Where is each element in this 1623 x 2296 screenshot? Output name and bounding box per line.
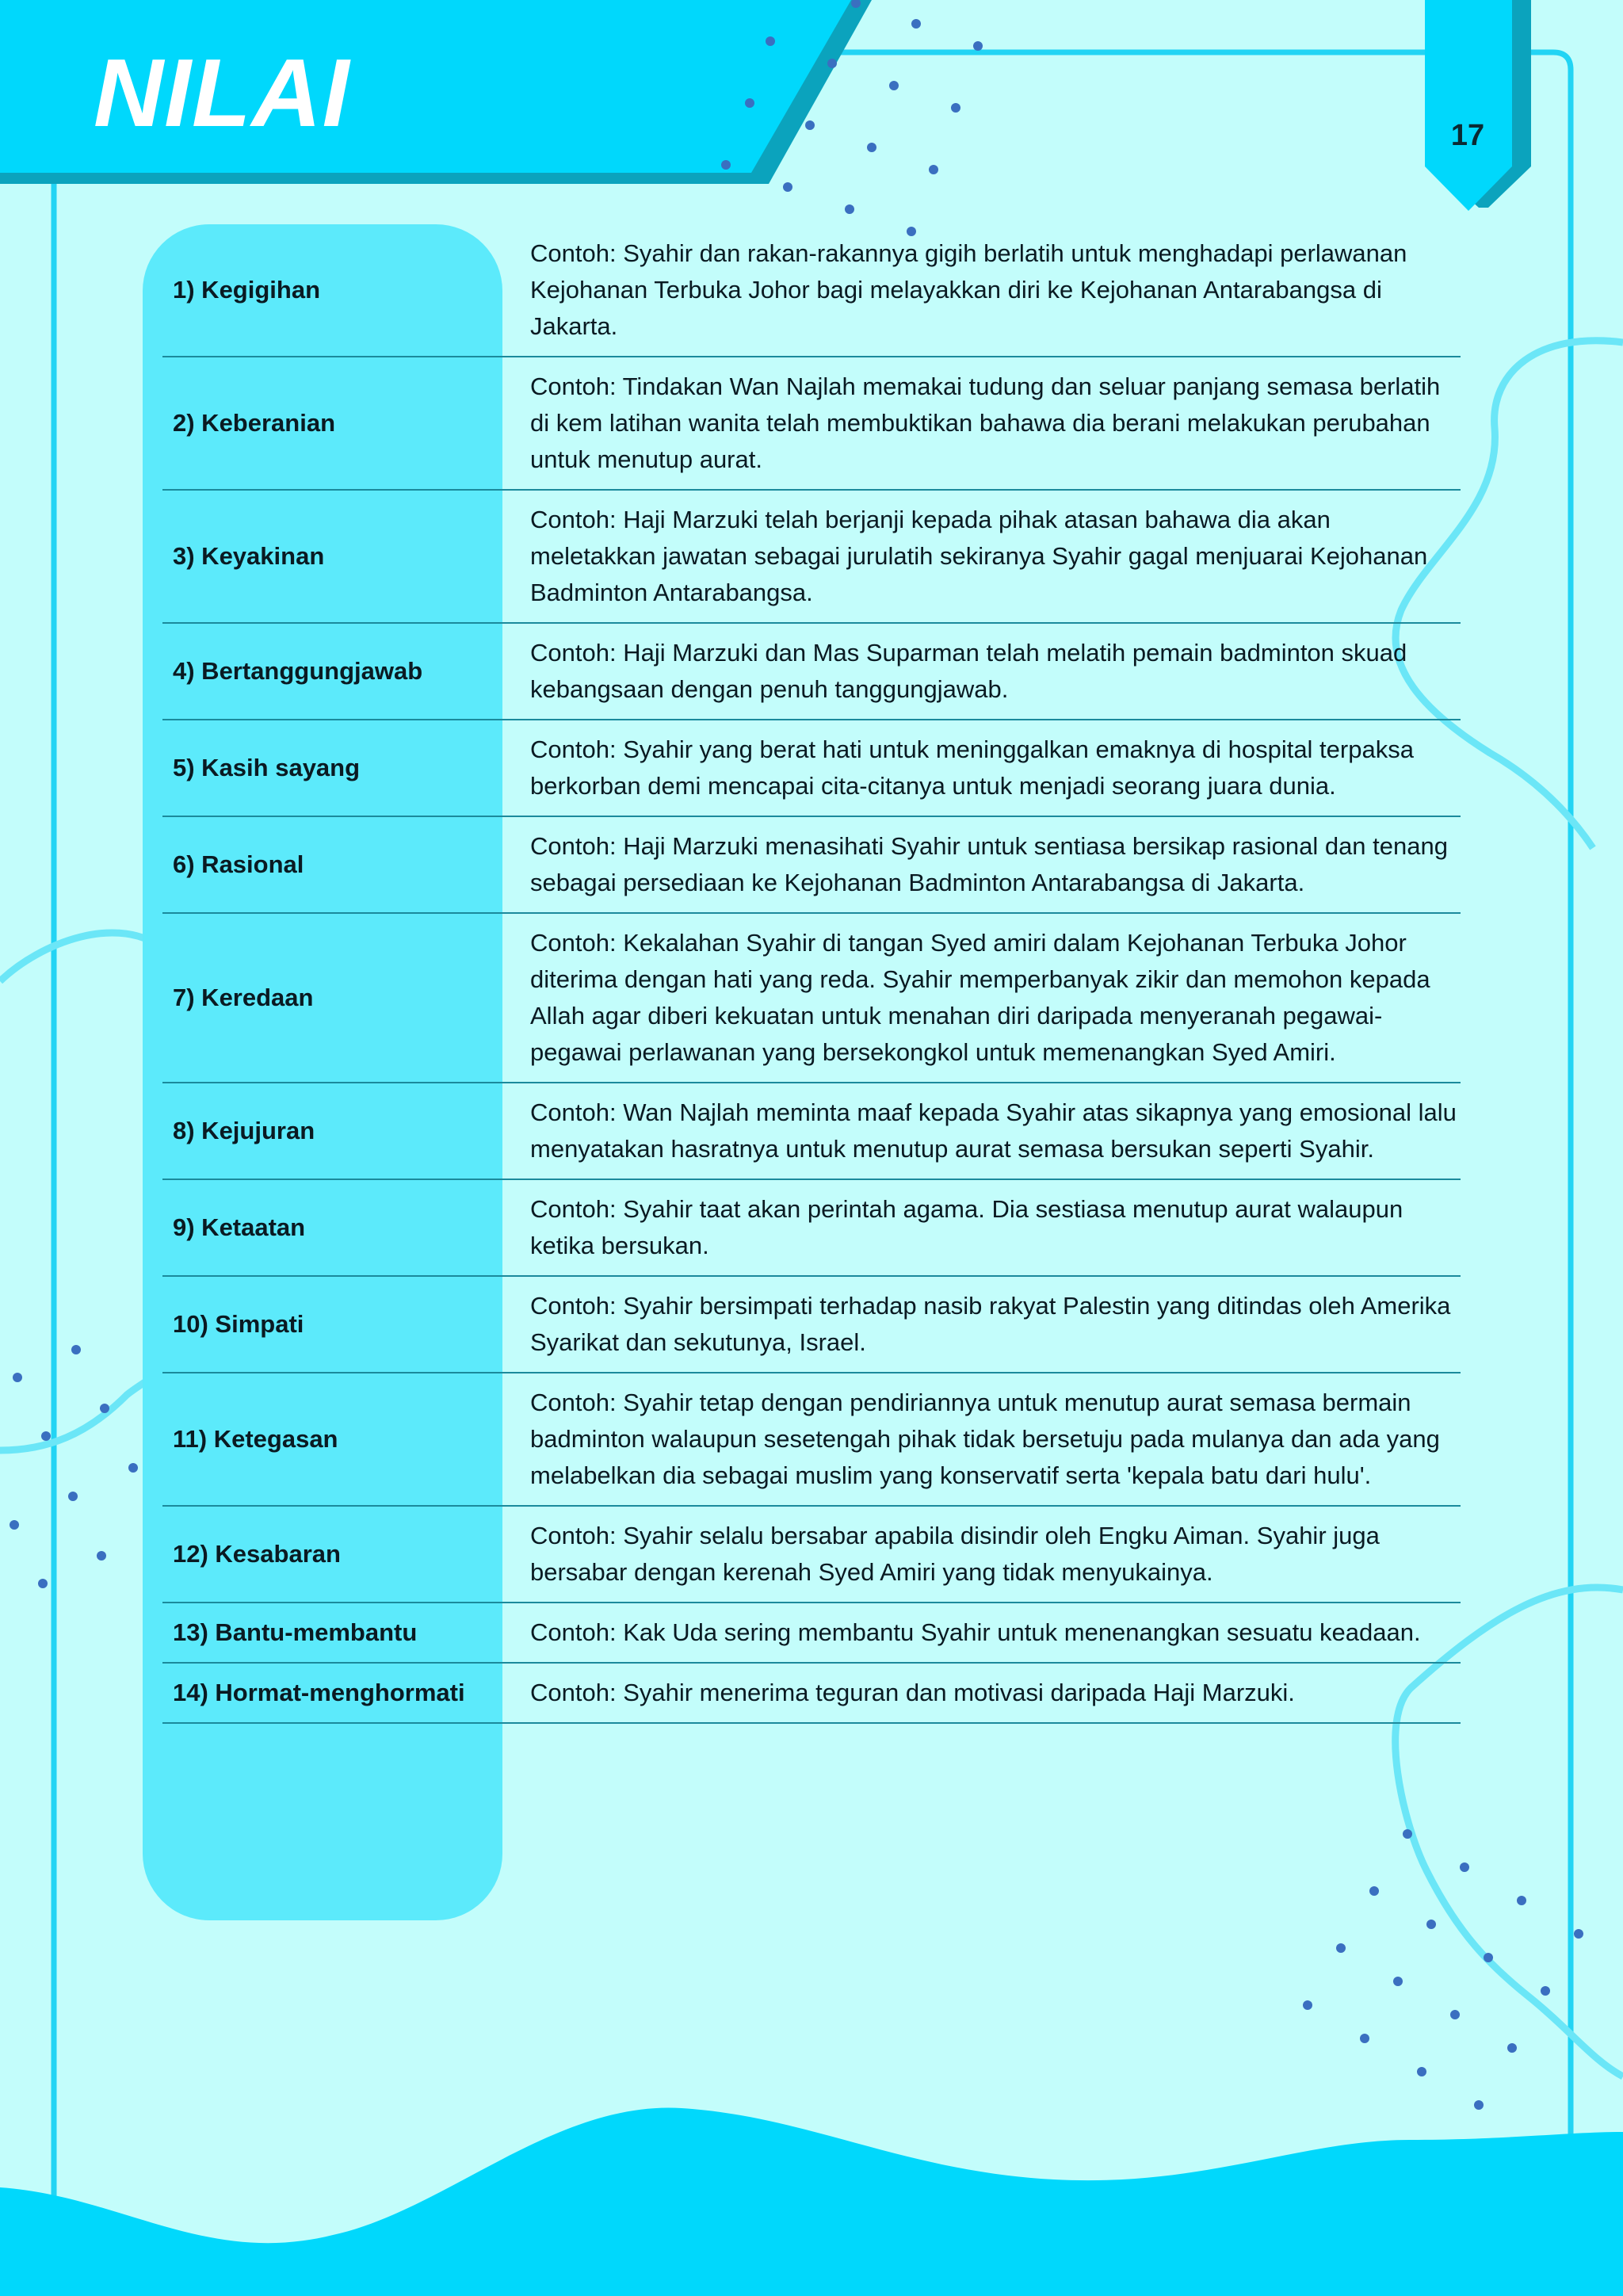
value-example: Contoh: Syahir menerima teguran dan motivasi daripada Haji Marzuki. [510,1663,1461,1723]
value-example: Contoh: Kak Uda sering membantu Syahir untuk menenangkan sesuatu keadaan. [510,1603,1461,1663]
table-row [162,1373,1461,1506]
value-example: Contoh: Haji Marzuki dan Mas Suparman telah melatih pemain badminton skuad kebangsaan dengan penuh tanggungjawab. [510,623,1461,720]
table-row [162,357,1461,490]
value-example: Contoh: Syahir dan rakan-rakannya gigih berlatih untuk menghadapi perlawanan Kejohanan Terbuka Johor bagi melayakkan diri ke Kejohanan Antarabangsa di Jakarta. [510,224,1461,357]
value-label: 14) Hormat-menghormati [162,1663,510,1723]
value-example: Contoh: Wan Najlah meminta maaf kepada Syahir atas sikapnya yang emosional lalu menyatakan hasratnya untuk menutup aurat semasa bersukan seperti Syahir. [510,1083,1461,1179]
values-table [162,224,1461,1724]
table-row [162,490,1461,623]
value-label: 12) Kesabaran [162,1506,510,1603]
table-row [162,1663,1461,1723]
value-label: 8) Kejujuran [162,1083,510,1179]
value-example: Contoh: Syahir taat akan perintah agama. Dia sestiasa menutup aurat walaupun ketika bersukan. [510,1179,1461,1276]
page-title: NILAI [94,39,350,147]
value-label: 2) Keberanian [162,357,510,490]
value-label: 9) Ketaatan [162,1179,510,1276]
table-row [162,1179,1461,1276]
values-table-container [162,224,1461,1724]
value-example: Contoh: Syahir selalu bersabar apabila disindir oleh Engku Aiman. Syahir juga bersabar dengan kerenah Syed Amiri yang tidak menyukainya. [510,1506,1461,1603]
table-row [162,1603,1461,1663]
value-label: 11) Ketegasan [162,1373,510,1506]
value-example: Contoh: Syahir yang berat hati untuk meninggalkan emaknya di hospital terpaksa berkorban demi mencapai cita-citanya untuk menjadi seorang juara dunia. [510,720,1461,816]
dot-cluster-bottom-right [1303,1829,1583,2110]
value-example: Contoh: Tindakan Wan Najlah memakai tudung dan seluar panjang semasa berlatih di kem latihan wanita telah membuktikan bahawa dia berani melakukan perubahan untuk menutup aurat. [510,357,1461,490]
table-row [162,1083,1461,1179]
value-label: 6) Rasional [162,816,510,913]
value-example: Contoh: Kekalahan Syahir di tangan Syed amiri dalam Kejohanan Terbuka Johor diterima dengan hati yang reda. Syahir memperbanyak zikir dan memohon kepada Allah agar diberi kekuatan untuk menahan diri daripada menyeranah pegawai-pegawai perlawanan yang bersekongkol untuk memenangkan Syed Amiri. [510,913,1461,1083]
value-label: 4) Bertanggungjawab [162,623,510,720]
value-example: Contoh: Haji Marzuki menasihati Syahir untuk sentiasa bersikap rasional dan tenang sebagai persediaan ke Kejohanan Badminton Antarabangsa di Jakarta. [510,816,1461,913]
table-row [162,720,1461,816]
table-row [162,816,1461,913]
value-label: 1) Kegigihan [162,224,510,357]
value-label: 5) Kasih sayang [162,720,510,816]
value-example: Contoh: Syahir bersimpati terhadap nasib rakyat Palestin yang ditindas oleh Amerika Syarikat dan sekutunya, Israel. [510,1276,1461,1373]
table-row [162,623,1461,720]
value-label: 13) Bantu-membantu [162,1603,510,1663]
table-row [162,913,1461,1083]
bottom-wave [0,2107,1623,2296]
value-example: Contoh: Syahir tetap dengan pendiriannya untuk menutup aurat semasa bermain badminton walaupun sesetengah pihak tidak bersetuju pada mulanya dan ada yang melabelkan dia sebagai muslim yang konservatif serta 'kepala batu dari hulu'. [510,1373,1461,1506]
table-row [162,224,1461,357]
value-label: 7) Keredaan [162,913,510,1083]
table-row [162,1276,1461,1373]
value-label: 3) Keyakinan [162,490,510,623]
bookmark [1425,0,1512,211]
page-number: 17 [1450,119,1485,152]
value-label: 10) Simpati [162,1276,510,1373]
table-row [162,1506,1461,1603]
value-example: Contoh: Haji Marzuki telah berjanji kepada pihak atasan bahawa dia akan meletakkan jawatan sebagai jurulatih sekiranya Syahir gagal menjuarai Kejohanan Badminton Antarabangsa. [510,490,1461,623]
